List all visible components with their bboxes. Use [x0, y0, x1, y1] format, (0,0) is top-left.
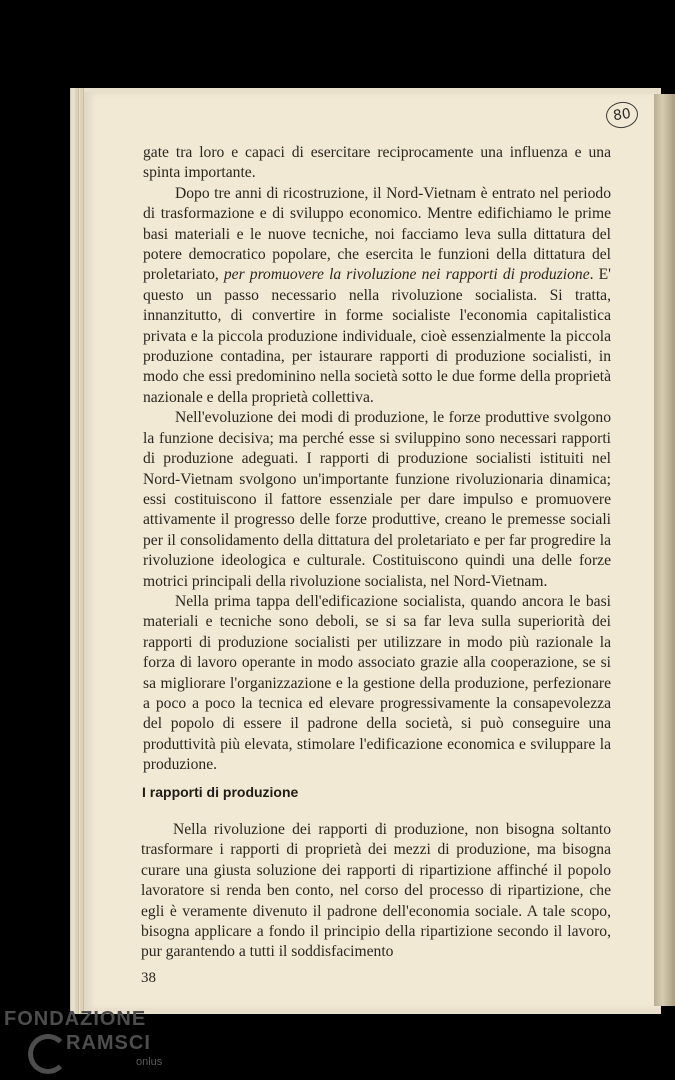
- paragraph: Nella rivoluzione dei rapporti di produzione, non bisogna soltanto trasformare i rapporti di proprietà dei mezzi di produzione, ma bisogna curare una giusta soluzione dei rapporti di ripartizione affinché il popolo lavoratore si renda ben conto, nel corso del processo di ripartizione, che egli è veramente divenuto il padrone dell'economia sociale. A tale scopo, bisogna applicare a fondo il principio della ripartizione secondo il lavoro, pur garantendo a tutti il soddisfacimento: [141, 821, 611, 961]
- logo-line2: RAMSCI: [66, 1032, 151, 1054]
- paragraph: Nella prima tappa dell'edificazione socialista, quando ancora le basi materiali e tecniche sono deboli, se si sa far leva sulla superiorità dei rapporti di produzione socialisti per utilizzare in modo più razionale la forza di lavoro operante in modo associato grazie alla cooperazione, se si sa migliorare l'organizzazione e la gestione della produzione, perfezionare a poco a poco la tecnica ed elevare progressivamente la consapevolezza del popolo di essere il padrone della società, si può conseguire una produttività più elevata, stimolare l'edificazione economica e sviluppare la produzione.: [143, 592, 611, 774]
- paragraph: gate tra loro e capaci di esercitare reciprocamente una influenza e una spinta importante.: [143, 144, 611, 182]
- paragraph: Nell'evoluzione dei modi di produzione, le forze produttive svolgono la funzione decisiva; ma perché esse si sviluppino sono necessari rapporti di produzione adeguati. I rapporti di produzione socialisti istituiti nel Nord-Vietnam svolgono un'importante funzione rivoluzionaria dinamica; essi costituiscono il fattore essenziale per dare impulso e promuovere attivamente il progresso delle forze produttive, creano le premesse sociali per il consolidamento della dittatura del proletariato e per far progredire la rivoluzione ideologica e culturale. Costituiscono quindi una delle forze motrici principali della rivoluzione socialista, nel Nord-Vietnam.: [143, 409, 611, 590]
- body-text: [143, 143, 611, 776]
- paragraph-text: Dopo tre anni di ricostruzione, il Nord-Vietnam è entrato nel periodo di trasformazione e di sviluppo economico. Mentre edifichiamo le prime basi materiali e le nuove tecniche, noi facciamo leva sulla dittatura del potere democratico popolare, che esercita le funzioni della dittatura del proletariato,: [143, 184, 611, 284]
- section-heading: I rapporti di produzione: [142, 784, 299, 800]
- logo-line1: FONDAZIONE: [4, 1008, 147, 1030]
- italic-phrase: per promuovere la rivoluzione nei rapporti di produzione: [223, 266, 590, 284]
- page-number: 38: [141, 970, 156, 986]
- paragraph: [143, 184, 611, 408]
- fondazione-gramsci-logo: [4, 1008, 174, 1078]
- section-body-text: [141, 820, 611, 963]
- book-right-edge: [654, 94, 675, 1006]
- page-edge: [75, 88, 79, 1014]
- logo-g-icon: [28, 1034, 68, 1074]
- page-mark-text: 80: [612, 105, 632, 125]
- paragraph-text: . E' questo un passo necessario nella rivoluzione socialista. Si tratta, innanzitutto, di convertire in forme socialiste l'economia capitalistica privata e la piccola produzione individuale, cioè essenzialmente la piccola produzione contadina, per istaurare rapporti di produzione socialisti, in modo che essi predominino nella società sotto le due forme della proprietà nazionale e della proprietà collettiva.: [143, 266, 611, 406]
- logo-onlus: onlus: [136, 1056, 163, 1068]
